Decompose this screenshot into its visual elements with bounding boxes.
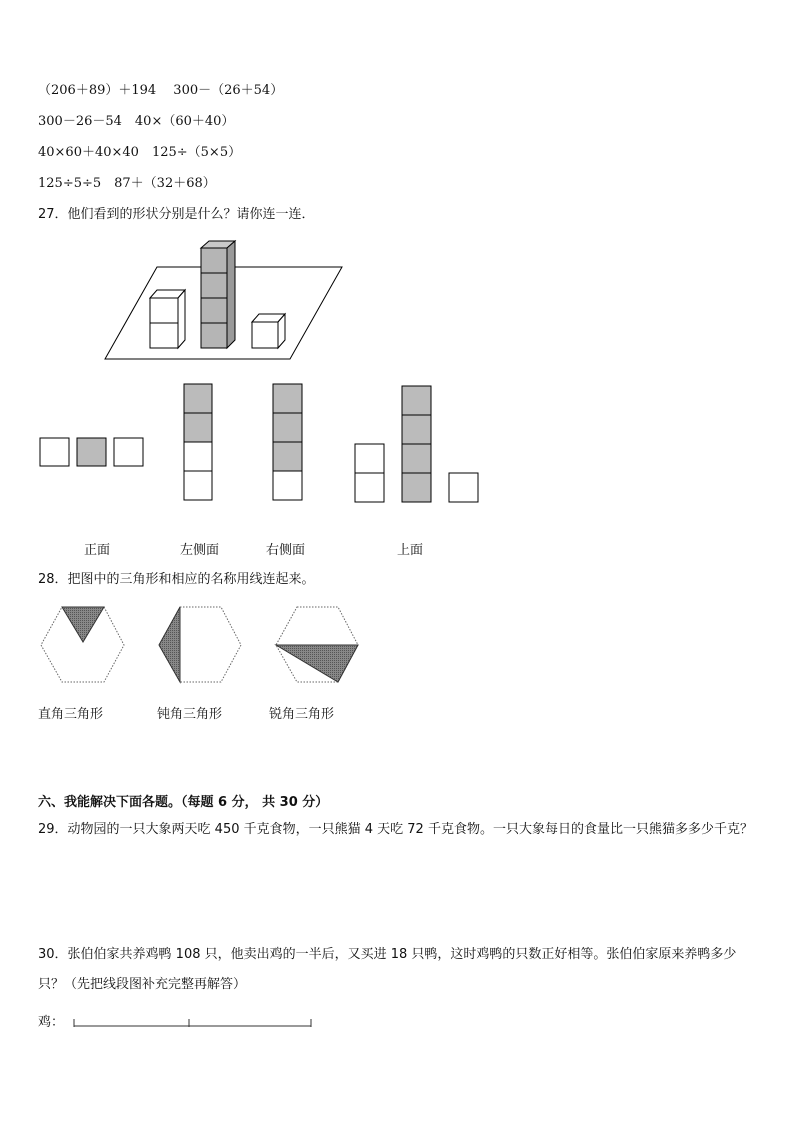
triangle-name-acute: 锐角三角形 [269, 707, 335, 722]
triangle-name-obtuse: 钝角三角形 [157, 707, 223, 722]
acute-triangle-shape [159, 607, 180, 682]
view-option-4 [355, 386, 478, 502]
exercise-line-1: （206＋89）＋194 300－（26＋54） [38, 83, 284, 98]
hexagon-figure-1 [41, 607, 124, 682]
view-option-2 [184, 384, 212, 500]
q28-title: 28．把图中的三角形和相应的名称用线连起来。 [38, 572, 315, 587]
exercise-line-4: 125÷5÷5 87＋（32＋68） [38, 176, 216, 191]
q27-title: 27．他们看到的形状分别是什么？请你连一连． [38, 207, 315, 222]
view-label-right-side: 右侧面 [266, 543, 306, 558]
segment-diagram [74, 1019, 311, 1027]
chicken-label: 鸡： [38, 1015, 65, 1030]
view-label-top: 上面 [397, 543, 424, 558]
exercise-line-2: 300－26－54 40×（60＋40） [38, 114, 235, 129]
single-cube [252, 314, 285, 348]
view-option-3 [273, 384, 302, 500]
hexagon-figure-3 [276, 607, 358, 682]
view-option-1 [40, 438, 143, 466]
exercise-line-3: 40×60＋40×40 125÷（5×5） [38, 145, 242, 160]
q30-text: 30．张伯伯家共养鸡鸭 108 只，他卖出鸡的一半后，又买进 18 只鸭，这时鸡鸭的只数正好相等。张伯伯家原来养鸭多少只？（先把线段图补充完整再解答） [38, 947, 737, 992]
tall-cube-stack [201, 241, 235, 348]
triangle-name-right: 直角三角形 [38, 707, 104, 722]
section-6-title: 六、我能解决下面各题。（每题 6 分， 共 30 分） [38, 795, 329, 810]
q29-text: 29．动物园的一只大象两天吃 450 千克食物，一只熊猫 4 天吃 72 千克食物。一只大象每日的食量比一只熊猫多多少千克？ [38, 822, 753, 837]
left-cube-stack [150, 290, 185, 348]
cube-arrangement-figure [105, 241, 342, 359]
view-label-left-side: 左侧面 [180, 543, 220, 558]
hexagon-figure-2 [159, 607, 241, 682]
view-label-front: 正面 [84, 543, 111, 558]
